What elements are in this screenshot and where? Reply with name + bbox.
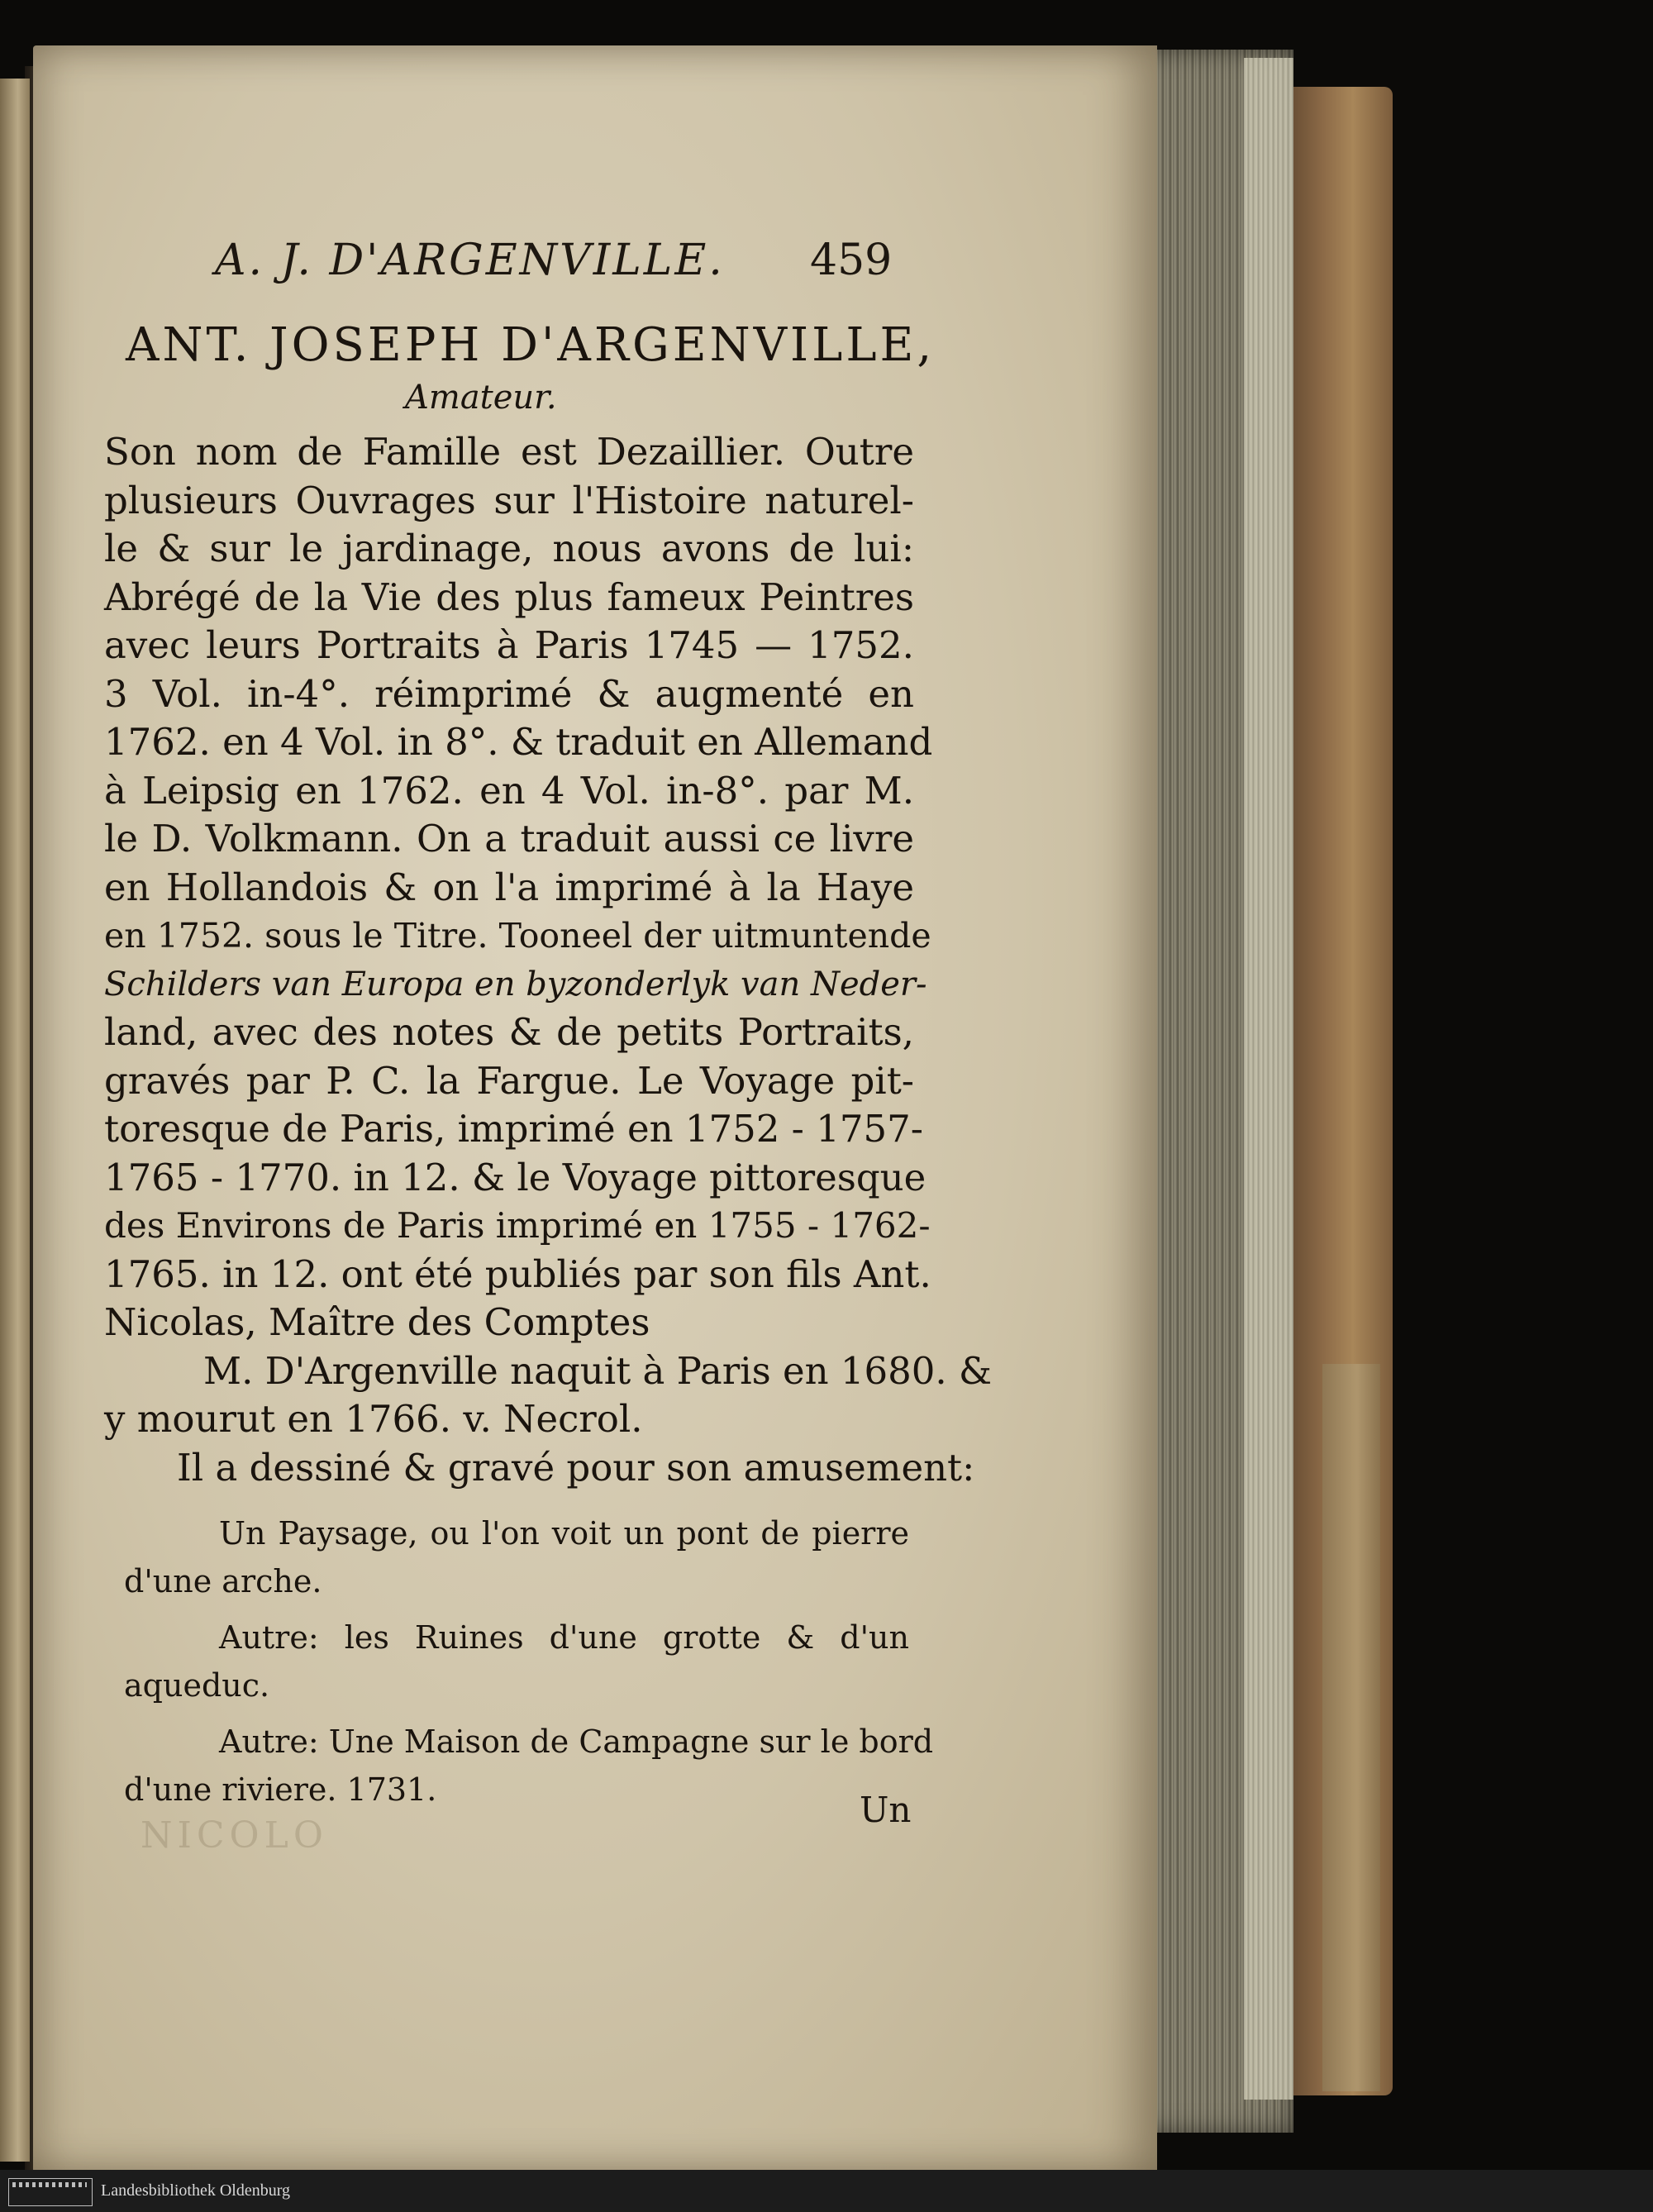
- entry-subheading: Amateur.: [405, 379, 557, 417]
- body-line: 1762. en 4 Vol. in 8°. & traduit en Allemand: [104, 720, 933, 764]
- body-line: y mourut en 1766. v. Necrol.: [104, 1397, 643, 1441]
- body-line: le D. Volkmann. On a traduit aussi ce livre: [104, 817, 914, 860]
- left-page-edge: [0, 79, 30, 2162]
- plate-line: Autre: Une Maison de Campagne sur le bord: [219, 1723, 934, 1760]
- catchword: Un: [860, 1790, 912, 1830]
- page-number: 459: [810, 236, 893, 285]
- plate-line: aqueduc.: [124, 1667, 270, 1704]
- plate-list: [124, 1509, 934, 1822]
- show-through-text: NICOLO: [141, 1814, 328, 1857]
- plate-entry: [124, 1614, 909, 1709]
- body-line: Nicolas, Maître des Comptes: [104, 1300, 650, 1344]
- running-head: [215, 236, 893, 302]
- body-line: en Hollandois & on l'a imprimé à la Haye: [104, 865, 914, 909]
- body-line: 1765 - 1770. in 12. & le Voyage pittoresque: [104, 1155, 927, 1199]
- body-line: 1765. in 12. ont été publiés par son fils Ant.: [104, 1251, 931, 1296]
- body-line: à Leipsig en 1762. en 4 Vol. in-8°. par M.: [104, 768, 914, 813]
- body-line: le & sur le jardinage, nous avons de lui:: [104, 527, 914, 570]
- plate-entry: [124, 1718, 934, 1814]
- body-line: gravés par P. C. la Fargue. Le Voyage pit-: [104, 1058, 914, 1103]
- body-line: en 1752. sous le Titre. Tooneel der uitmuntende: [104, 916, 931, 956]
- entry-heading: ANT. JOSEPH D'ARGENVILLE,: [126, 318, 936, 372]
- plate-line: d'une riviere. 1731.: [124, 1771, 437, 1808]
- body-text: [104, 428, 993, 1492]
- body-line: avec leurs Portraits à Paris 1745 — 1752.: [104, 623, 914, 667]
- plate-line: d'une arche.: [124, 1563, 322, 1599]
- running-head-title: A. J. D'ARGENVILLE.: [215, 236, 725, 285]
- body-line: land, avec des notes & de petits Portraits,: [104, 1010, 914, 1054]
- body-line: 3 Vol. in-4°. réimprimé & augmenté en: [104, 671, 914, 716]
- page-edges-light: [1244, 58, 1293, 2100]
- body-line: Il a dessiné & gravé pour son amusement:: [177, 1445, 975, 1490]
- body-line: M. D'Argenville naquit à Paris en 1680. &: [203, 1348, 993, 1393]
- body-line: des Environs de Paris imprimé en 1755 - 1762-: [104, 1205, 931, 1246]
- plate-line: Autre: les Ruines d'une grotte & d'un: [219, 1619, 909, 1656]
- plate-entry: [124, 1509, 909, 1605]
- body-line: plusieurs Ouvrages sur l'Histoire naturel-: [104, 478, 914, 522]
- body-line: toresque de Paris, imprimé en 1752 - 1757-: [104, 1107, 923, 1151]
- book-cover-lower: [1322, 1364, 1380, 2091]
- library-name: Landesbibliothek Oldenburg: [101, 2181, 291, 2200]
- body-line: Schilders van Europa en byzonderlyk van Neder-: [104, 965, 927, 1004]
- body-line: Son nom de Famille est Dezaillier. Outre: [104, 430, 914, 474]
- plate-line: Un Paysage, ou l'on voit un pont de pierre: [219, 1515, 909, 1552]
- viewer-footer: [0, 2170, 1653, 2212]
- body-line: Abrégé de la Vie des plus fameux Peintres: [104, 574, 914, 619]
- library-logo-icon: [8, 2178, 93, 2206]
